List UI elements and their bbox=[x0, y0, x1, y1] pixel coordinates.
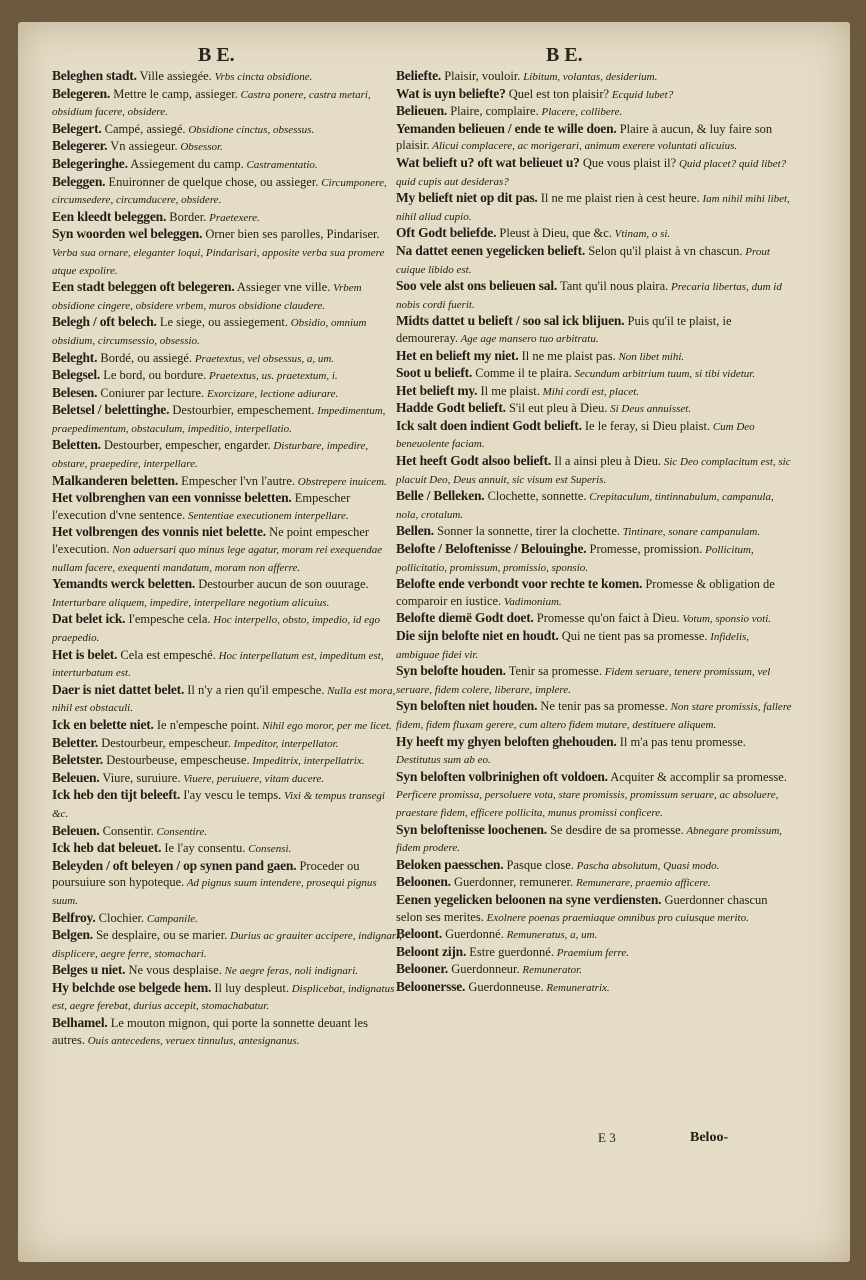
dictionary-entry bbox=[396, 225, 792, 243]
headword: Daer is niet dattet belet. bbox=[52, 681, 185, 697]
headword: Syn beloften volbrinighen oft voldoen. bbox=[396, 768, 608, 784]
headword: Beletsel / belettinghe. bbox=[52, 402, 170, 418]
dictionary-entry bbox=[52, 717, 402, 735]
headword: Syn beloften niet houden. bbox=[396, 698, 538, 714]
dictionary-entry bbox=[396, 610, 792, 628]
headword: Hadde Godt belieft. bbox=[396, 400, 506, 416]
headword: Midts dattet u belieft / soo sal ick blijuen. bbox=[396, 313, 625, 329]
latin-gloss: Praetexere. bbox=[206, 211, 260, 224]
headword: Eenen yegelicken beloonen na syne verdiensten. bbox=[396, 891, 662, 907]
french-gloss: Il n'y a rien qu'il empesche. bbox=[184, 682, 325, 697]
headword: Het volbrenghen van een vonnisse beletten. bbox=[52, 490, 292, 506]
dictionary-entry bbox=[396, 103, 792, 121]
headword: Ick heb dat beleuet. bbox=[52, 840, 162, 856]
latin-gloss: Exorcizare, lectione adiurare. bbox=[204, 387, 339, 400]
latin-gloss: Age age mansero tuo arbitratu. bbox=[458, 332, 599, 345]
headword: Belfroy. bbox=[52, 909, 96, 925]
dictionary-entry bbox=[52, 682, 402, 717]
dictionary-entry bbox=[52, 611, 402, 646]
headword: Het heeft Godt alsoo belieft. bbox=[396, 453, 552, 469]
latin-gloss: Vrbs cincta obsidione. bbox=[211, 71, 313, 83]
french-gloss: Mettre le camp, assieger. bbox=[110, 86, 238, 101]
dictionary-entry bbox=[52, 138, 402, 156]
headword: Syn beloftenisse loochenen. bbox=[396, 821, 547, 837]
french-gloss: Guerdonneur. bbox=[448, 962, 520, 977]
french-gloss: Guerdonneuse. bbox=[465, 979, 544, 994]
latin-gloss: Perficere promissa, persoluere vota, stare promissis, promissum seruare, ac absoluere, praestare fidem, efficere pollicita, munus promissi conficere. bbox=[396, 789, 779, 819]
headword: Beloont zijn. bbox=[396, 943, 467, 959]
french-gloss: Promesse, promission. bbox=[586, 542, 703, 557]
french-gloss: Que vous plaist il? bbox=[579, 155, 677, 170]
dictionary-entry bbox=[396, 348, 792, 366]
latin-gloss: Libitum, volantas, desiderium. bbox=[520, 71, 658, 83]
french-gloss: Enuironner de quelque chose, ou assieger. bbox=[105, 174, 319, 189]
headword: Ick heb den tijt beleeft. bbox=[52, 787, 181, 803]
dictionary-entry bbox=[52, 473, 402, 491]
latin-gloss: Impedimentum, praepedimentum, obstaculum, impeditio, interpellatio. bbox=[52, 405, 386, 435]
latin-gloss: Hoc interpello, obsto, impedio, id ego praepedio. bbox=[52, 614, 381, 644]
latin-gloss: Ad pignus suum intendere, prosequi pignus suum. bbox=[52, 877, 377, 907]
latin-gloss: Crepitaculum, tintinnabulum, campanula, nola, crotalum. bbox=[396, 491, 774, 521]
dictionary-entry bbox=[52, 858, 402, 910]
headword: Soo vele alst ons belieuen sal. bbox=[396, 278, 558, 294]
french-gloss: Plaire, complaire. bbox=[447, 104, 539, 119]
headword: Beleght. bbox=[52, 349, 98, 365]
headword: Beleghen stadt. bbox=[52, 68, 137, 83]
dictionary-entry bbox=[396, 155, 792, 190]
french-gloss: Guerdonner chascun selon ses merites. bbox=[396, 892, 768, 924]
french-gloss: Plaire à aucun, & luy faire son plaisir. bbox=[396, 121, 773, 153]
dictionary-entry bbox=[396, 698, 792, 733]
headword: Het is belet. bbox=[52, 646, 118, 662]
headword: Malkanderen beletten. bbox=[52, 472, 179, 488]
latin-gloss: Vixi & tempus transegi &c. bbox=[52, 790, 385, 820]
french-gloss: Sonner la sonnette, tirer la clochette. bbox=[433, 524, 621, 539]
dictionary-entry bbox=[52, 156, 402, 174]
headword: Beloonersse. bbox=[396, 978, 466, 994]
right-column bbox=[396, 68, 792, 996]
latin-gloss: Si Deus annuisset. bbox=[607, 403, 692, 416]
latin-gloss: Pascha absolutum, Quasi modo. bbox=[573, 859, 720, 872]
headword: Beleuen. bbox=[52, 822, 100, 838]
latin-gloss: Sic Deo complacitum est, sic placuit Deo, Deus annuit, sic visum est Superis. bbox=[396, 456, 791, 486]
french-gloss: Guerdonner, remunerer. bbox=[450, 875, 574, 890]
french-gloss: Il luy despleut. bbox=[211, 980, 289, 995]
french-gloss: Clochier. bbox=[95, 910, 145, 925]
dictionary-entry bbox=[396, 874, 792, 892]
headword: Belegeringhe. bbox=[52, 155, 128, 171]
dictionary-entry bbox=[396, 944, 792, 962]
latin-gloss: Votum, sponsio voti. bbox=[679, 613, 772, 626]
french-gloss: I'ay vescu le temps. bbox=[180, 788, 282, 803]
headword: Ick en belette niet. bbox=[52, 716, 154, 732]
left-column bbox=[52, 68, 402, 1049]
latin-gloss: Consentire. bbox=[153, 825, 208, 838]
french-gloss: Campé, assiegé. bbox=[101, 121, 186, 136]
latin-gloss: Remuneratus, a, um. bbox=[503, 929, 598, 942]
french-gloss: Le bord, ou bordure. bbox=[100, 368, 207, 383]
latin-gloss: Exolnere poenas praemiaque omnibus pro cuiusque merito. bbox=[483, 911, 749, 924]
latin-gloss: Praemium ferre. bbox=[553, 946, 630, 959]
latin-gloss: Displicebat, indignatus est, aegre ferebat, durius accepit, stomachabatur. bbox=[52, 982, 395, 1013]
dictionary-entry bbox=[52, 787, 402, 822]
headword: Belegeren. bbox=[52, 85, 111, 101]
dictionary-entry bbox=[52, 1015, 402, 1049]
french-gloss: Orner bien ses parolles, Pindariser. bbox=[202, 227, 380, 242]
latin-gloss: Remunerator. bbox=[519, 964, 582, 977]
french-gloss: Il ne me plaist rien à cest heure. bbox=[537, 191, 700, 206]
dictionary-entry bbox=[52, 962, 402, 980]
french-gloss: Il me plaist. bbox=[477, 383, 540, 398]
latin-gloss: Durius ac grauiter accipere, indignari, displicere, aegre ferre, stomachari. bbox=[52, 930, 402, 960]
latin-gloss: Obsidione cinctus, obsessus. bbox=[185, 123, 315, 136]
latin-gloss: Precaria libertas, dum id nobis cordi fuerit. bbox=[396, 281, 782, 311]
dictionary-entry bbox=[396, 769, 792, 822]
headword: Belges u niet. bbox=[52, 962, 126, 978]
headword: Belle / Belleken. bbox=[396, 488, 485, 504]
french-gloss: Destourbeuse, empescheuse. bbox=[103, 753, 250, 768]
french-gloss: Quel est ton plaisir? bbox=[505, 86, 610, 101]
headword: Oft Godt beliefde. bbox=[396, 225, 497, 241]
dictionary-entry bbox=[52, 910, 402, 928]
french-gloss: Assiegement du camp. bbox=[127, 156, 244, 171]
headword: Beletster. bbox=[52, 752, 104, 768]
dictionary-entry bbox=[396, 576, 792, 610]
latin-gloss: Fidem seruare, tenere promissum, vel seruare, fidem colere, liberare, implere. bbox=[396, 666, 771, 696]
latin-gloss: Non libet mihi. bbox=[615, 350, 685, 363]
latin-gloss: Alicui complacere, ac morigerari, animum exerere voluntati alicuius. bbox=[429, 140, 738, 153]
headword: Beleuen. bbox=[52, 769, 100, 785]
catchword: Beloo- bbox=[690, 1130, 729, 1145]
latin-gloss: Campanile. bbox=[144, 912, 198, 925]
dictionary-entry bbox=[396, 121, 792, 155]
latin-gloss: Praetextus, us. praetextum, i. bbox=[206, 370, 338, 383]
headword: Yemanden belieuen / ende te wille doen. bbox=[396, 120, 617, 136]
french-gloss: Ne point empescher l'execution. bbox=[52, 525, 370, 557]
dictionary-entry bbox=[52, 980, 402, 1015]
headword: Wat is uyn beliefte? bbox=[396, 85, 506, 101]
french-gloss: I'empesche cela. bbox=[125, 612, 211, 627]
dictionary-entry bbox=[396, 190, 792, 225]
latin-gloss: Abnegare promissum, fidem prodere. bbox=[396, 824, 783, 855]
latin-gloss: Non stare promissis, fallere fidem, fidem fluxam gerere, cum altero fidem mutare, destituere aliquem. bbox=[396, 701, 792, 731]
dictionary-entry bbox=[52, 823, 402, 841]
dictionary-entry bbox=[52, 367, 402, 385]
dictionary-entry bbox=[52, 86, 402, 121]
french-gloss: Ie l'ay consentu. bbox=[161, 841, 246, 856]
headword: Beloonen. bbox=[396, 874, 451, 890]
french-gloss: Promesse & obligation de comparoir en iustice. bbox=[396, 577, 775, 608]
headword: Hy heeft my ghyen beloften ghehouden. bbox=[396, 733, 617, 749]
french-gloss: Ie n'empesche point. bbox=[153, 717, 260, 732]
dictionary-entry bbox=[396, 822, 792, 857]
latin-gloss: Infidelis, ambiguae fidei vir. bbox=[396, 631, 750, 661]
dictionary-entry bbox=[396, 313, 792, 347]
latin-gloss: Sententiae executionem interpellare. bbox=[185, 509, 349, 522]
latin-gloss: Obsidio, omnium obsidium, circumsessio, obsessio. bbox=[52, 317, 367, 347]
headword: Beletten. bbox=[52, 437, 101, 453]
latin-gloss: Praetextus, vel obsessus, a, um. bbox=[192, 352, 335, 365]
latin-gloss: Nulla est mora, nihil est obstaculi. bbox=[52, 684, 396, 715]
latin-gloss: Non aduersari quo minus lege agatur, moram rei exequendae nullam facere, exequenti mandatum, moram non afferre. bbox=[52, 544, 383, 574]
french-gloss: Vn assiegeur. bbox=[107, 139, 178, 154]
dictionary-entry bbox=[52, 752, 402, 770]
dictionary-entry bbox=[52, 209, 402, 227]
latin-gloss: Placere, collibere. bbox=[538, 106, 623, 119]
dictionary-entry bbox=[52, 174, 402, 209]
latin-gloss: Viuere, peruiuere, vitam ducere. bbox=[180, 772, 325, 785]
latin-gloss: Destitutus sum ab eo. bbox=[396, 754, 491, 767]
dictionary-entry bbox=[52, 576, 402, 611]
latin-gloss: Remunerare, praemio afficere. bbox=[573, 877, 711, 890]
dictionary-entry bbox=[52, 437, 402, 472]
dictionary-entry bbox=[396, 365, 792, 383]
latin-gloss: Ne aegre feras, noli indignari. bbox=[221, 965, 359, 978]
latin-gloss: Obstrepere inuicem. bbox=[295, 475, 387, 488]
latin-gloss: Pollicitum, pollicitatio, promissum, promissio, sponsio. bbox=[396, 544, 754, 574]
dictionary-entry bbox=[52, 279, 402, 314]
headword: Belofte diemë Godt doet. bbox=[396, 610, 534, 626]
headword: Het belieft my. bbox=[396, 382, 478, 398]
french-gloss: Clochette, sonnette. bbox=[484, 489, 587, 504]
latin-gloss: Cum Deo beneuolente faciam. bbox=[396, 420, 755, 451]
headword: Soot u belieft. bbox=[396, 365, 473, 381]
french-gloss: Destourber, empescher, engarder. bbox=[100, 438, 271, 453]
headword: Belesen. bbox=[52, 384, 98, 400]
french-gloss: Consentir. bbox=[99, 823, 154, 838]
latin-gloss: Obsessor. bbox=[177, 141, 223, 154]
dictionary-entry bbox=[396, 926, 792, 944]
dictionary-entry bbox=[396, 734, 792, 769]
french-gloss: Tenir sa promesse. bbox=[505, 664, 602, 679]
french-gloss: Promesse qu'on faict à Dieu. bbox=[533, 611, 680, 626]
dictionary-entry bbox=[52, 402, 402, 437]
french-gloss: Pasque close. bbox=[503, 857, 574, 872]
latin-gloss: Disturbare, impedire, obstare, praepedire, interpellare. bbox=[52, 440, 369, 471]
latin-gloss: Vrbem obsidione cingere, obsidere vrbem, muros obsidione claudere. bbox=[52, 282, 362, 312]
dictionary-entry bbox=[52, 647, 402, 682]
latin-gloss: Vtinam, o si. bbox=[611, 228, 671, 241]
french-gloss: Empescher l'vn l'autre. bbox=[178, 473, 296, 488]
headword: Een kleedt beleggen. bbox=[52, 208, 167, 224]
latin-gloss: Mihi cordi est, placet. bbox=[539, 385, 640, 398]
french-gloss: Le mouton mignon, qui porte la sonnette deuant les autres. bbox=[52, 1016, 368, 1047]
french-gloss: Coniurer par lecture. bbox=[97, 385, 205, 400]
headword: Beloont. bbox=[396, 926, 443, 942]
headword: Belegerer. bbox=[52, 138, 108, 154]
french-gloss: Ne vous desplaise. bbox=[125, 963, 222, 978]
headword: Belgen. bbox=[52, 927, 93, 943]
french-gloss: Destourbeur, empescheur. bbox=[98, 735, 231, 750]
latin-gloss: Impeditrix, interpellatrix. bbox=[249, 755, 365, 768]
french-gloss: Bordé, ou assiegé. bbox=[97, 350, 193, 365]
headword: Syn belofte houden. bbox=[396, 663, 506, 679]
latin-gloss: Quid placet? quid libet? quid cupis aut desideras? bbox=[396, 157, 787, 188]
headword: Syn woorden wel beleggen. bbox=[52, 226, 203, 242]
dictionary-entry bbox=[52, 770, 402, 788]
book-page bbox=[18, 22, 850, 1262]
headword: Beleyden / oft beleyen / op synen pand gaen. bbox=[52, 857, 297, 873]
headword: Na dattet eenen yegelicken belieft. bbox=[396, 242, 586, 258]
page-footer bbox=[18, 1130, 850, 1150]
dictionary-entry bbox=[52, 121, 402, 139]
dictionary-entry bbox=[396, 400, 792, 418]
latin-gloss: Verba sua ornare, eleganter loqui, Pindarisari, apposite verba sua promere atque expolire. bbox=[52, 246, 385, 277]
latin-gloss: Castramentatio. bbox=[243, 158, 318, 171]
headword: Wat belieft u? oft wat belieuet u? bbox=[396, 154, 580, 170]
headword: Beleggen. bbox=[52, 173, 106, 189]
header-left: B E. bbox=[198, 44, 235, 66]
dictionary-entry bbox=[52, 735, 402, 753]
french-gloss: Destourbier, empeschement. bbox=[169, 403, 315, 418]
latin-gloss: Nihil ego moror, per me licet. bbox=[259, 719, 392, 732]
dictionary-entry bbox=[396, 68, 792, 86]
headword: Ick salt doen indient Godt belieft. bbox=[396, 417, 582, 433]
headword: Dat belet ick. bbox=[52, 611, 126, 627]
dictionary-entry bbox=[396, 453, 792, 488]
dictionary-entry bbox=[396, 418, 792, 453]
latin-gloss: Prout cuique libido est. bbox=[396, 245, 770, 276]
french-gloss: Ne tenir pas sa promesse. bbox=[537, 699, 668, 714]
french-gloss: Plaisir, vouloir. bbox=[441, 69, 521, 83]
headword: Bellen. bbox=[396, 523, 434, 539]
french-gloss: Pleust à Dieu, que &c. bbox=[496, 226, 612, 241]
header-right: B E. bbox=[546, 44, 583, 66]
dictionary-entry bbox=[52, 314, 402, 349]
headword: Beloken paesschen. bbox=[396, 856, 504, 872]
french-gloss: Border. bbox=[166, 209, 207, 224]
dictionary-entry bbox=[396, 541, 792, 576]
latin-gloss: Iam nihil mihi libet, nihil aliud cupio. bbox=[396, 193, 790, 223]
latin-gloss: Vadimonium. bbox=[501, 595, 562, 608]
headword: Beliefte. bbox=[396, 68, 442, 83]
dictionary-entry bbox=[52, 490, 402, 524]
dictionary-entry bbox=[396, 892, 792, 926]
latin-gloss: Circumponere, circumsedere, circumducere, obsidere. bbox=[52, 176, 387, 207]
dictionary-entry bbox=[396, 488, 792, 523]
dictionary-entry bbox=[52, 385, 402, 403]
latin-gloss: Castra ponere, castra metari, obsidium facere, obsidere. bbox=[52, 88, 371, 119]
headword: Het volbrengen des vonnis niet belette. bbox=[52, 524, 266, 540]
headword: Belieuen. bbox=[396, 103, 448, 119]
dictionary-entry bbox=[396, 663, 792, 698]
french-gloss: Il a ainsi pleu à Dieu. bbox=[551, 454, 662, 469]
latin-gloss: Secundum arbitrium tuum, si tibi videtur. bbox=[571, 368, 756, 381]
headword: Het en belieft my niet. bbox=[396, 347, 519, 363]
french-gloss: Ville assiegée. bbox=[136, 69, 212, 83]
headword: Belooner. bbox=[396, 961, 449, 977]
dictionary-entry bbox=[52, 840, 402, 858]
headword: Belhamel. bbox=[52, 1015, 108, 1031]
headword: Hy belchde ose belgede hem. bbox=[52, 979, 212, 995]
latin-gloss: Remuneratrix. bbox=[543, 981, 610, 994]
headword: Belegh / oft belech. bbox=[52, 314, 157, 330]
latin-gloss: Ouis antecedens, veruex tinnulus, antesignanus. bbox=[84, 1034, 300, 1047]
french-gloss: Ie le feray, si Dieu plaist. bbox=[581, 418, 711, 433]
dictionary-entry bbox=[396, 857, 792, 875]
headword: My belieft niet op dit pas. bbox=[396, 190, 538, 206]
french-gloss: Qui ne tient pas sa promesse. bbox=[558, 629, 708, 643]
dictionary-entry bbox=[52, 927, 402, 962]
dictionary-entry bbox=[52, 350, 402, 368]
dictionary-entry bbox=[396, 278, 792, 313]
french-gloss: Se desplaire, ou se marier. bbox=[92, 928, 228, 943]
french-gloss: Viure, suruiure. bbox=[99, 770, 181, 785]
french-gloss: Guerdonné. bbox=[442, 927, 504, 942]
dictionary-entry bbox=[396, 961, 792, 979]
headword: Belofte ende verbondt voor rechte te komen. bbox=[396, 576, 643, 592]
dictionary-entry bbox=[396, 383, 792, 401]
headword: Belegert. bbox=[52, 120, 102, 136]
latin-gloss: Ecquid lubet? bbox=[609, 88, 674, 101]
latin-gloss: Impeditor, interpellator. bbox=[230, 737, 339, 750]
dictionary-entry bbox=[396, 86, 792, 104]
french-gloss: Proceder ou poursuiure son hypoteque. bbox=[52, 858, 360, 890]
dictionary-entry bbox=[396, 628, 792, 663]
french-gloss: Empescher l'execution d'vne sentence. bbox=[52, 491, 351, 522]
dictionary-entry bbox=[396, 523, 792, 541]
dictionary-entry bbox=[52, 68, 402, 86]
headword: Belegsel. bbox=[52, 367, 101, 383]
french-gloss: Tant qu'il nous plaira. bbox=[557, 279, 669, 294]
signature-mark: E 3 bbox=[598, 1130, 616, 1145]
headword: Die sijn belofte niet en houdt. bbox=[396, 628, 559, 643]
french-gloss: Se desdire de sa promesse. bbox=[546, 822, 684, 837]
headword: Beletter. bbox=[52, 734, 99, 750]
dictionary-entry bbox=[52, 524, 402, 576]
french-gloss: Il ne me plaist pas. bbox=[518, 348, 616, 363]
french-gloss: Assieger vne ville. bbox=[234, 280, 331, 295]
french-gloss: Comme il te plaira. bbox=[472, 366, 572, 381]
french-gloss: Il m'a pas tenu promesse. bbox=[616, 734, 746, 749]
headword: Yemandts werck beletten. bbox=[52, 576, 196, 592]
french-gloss: Acquiter & accomplir sa promesse. bbox=[607, 769, 787, 784]
dictionary-entry bbox=[52, 226, 402, 279]
latin-gloss: Consensi. bbox=[245, 843, 292, 856]
dictionary-entry bbox=[396, 243, 792, 278]
french-gloss: Estre guerdonné. bbox=[466, 944, 554, 959]
french-gloss: Cela est empesché. bbox=[117, 647, 216, 662]
latin-gloss: Hoc interpellatum est, impeditum est, interturbatum est. bbox=[52, 649, 384, 680]
latin-gloss: Tintinare, sonare campanulam. bbox=[620, 526, 761, 539]
headword: Een stadt beleggen oft belegeren. bbox=[52, 279, 235, 295]
dictionary-entry bbox=[396, 979, 792, 997]
french-gloss: Puis qu'il te plaist, ie demoureray. bbox=[396, 314, 732, 345]
latin-gloss: Interturbare aliquem, impedire, interpellare negotium alicuius. bbox=[52, 596, 330, 609]
headword: Belofte / Beloftenisse / Belouinghe. bbox=[396, 541, 587, 557]
french-gloss: Le siege, ou assiegement. bbox=[156, 315, 288, 330]
french-gloss: S'il eut pleu à Dieu. bbox=[505, 401, 608, 416]
french-gloss: Selon qu'il plaist à vn chascun. bbox=[585, 243, 743, 258]
french-gloss: Destourber aucun de son ouurage. bbox=[195, 577, 369, 592]
